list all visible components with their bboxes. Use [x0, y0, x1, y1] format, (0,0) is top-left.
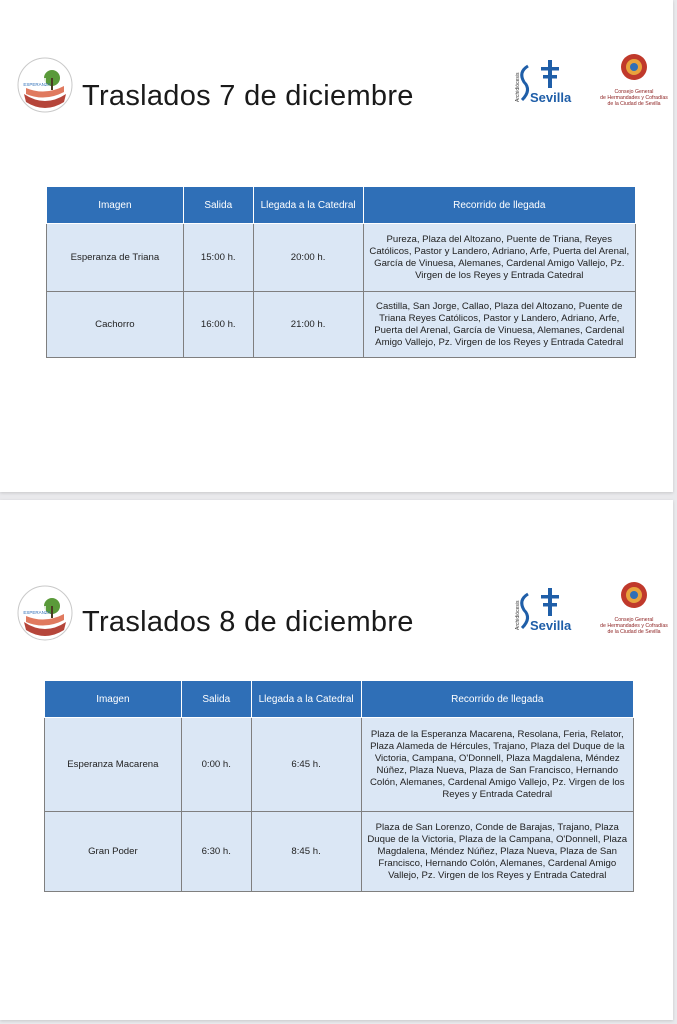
svg-text:Sevilla: Sevilla — [530, 90, 572, 105]
consejo-general-logo — [598, 580, 670, 640]
consejo-seal-icon — [619, 580, 649, 610]
cell-llegada: 6:45 h. — [251, 718, 361, 812]
consejo-general-logo — [598, 52, 670, 112]
consejo-line-1: Consejo General — [614, 617, 654, 623]
page-title: Traslados 7 de diciembre — [82, 80, 414, 112]
cell-recorrido: Plaza de San Lorenzo, Conde de Barajas, Trajano, Plaza Duque de la Victoria, Plaza de la Campana, O'Donnell, Plaza Magdalena, Méndez Núñez, Plaza Nueva, Plaza de San Francisco, Hernando Colón, Alemanes, Cardenal Amigo Vallejo, Pz. Virgen de los Reyes y Entrada Catedral — [361, 812, 633, 892]
page-title: Traslados 8 de diciembre — [82, 606, 414, 638]
table-row — [47, 224, 636, 292]
svg-text:Sevilla: Sevilla — [530, 618, 572, 633]
cell-imagen: Cachorro — [47, 292, 184, 358]
cell-imagen: Esperanza de Triana — [47, 224, 184, 292]
table-header-row — [45, 681, 634, 718]
svg-text:ESPERANZA: ESPERANZA — [23, 610, 51, 615]
slide-8-diciembre — [0, 500, 673, 1020]
slide-7-diciembre — [0, 0, 673, 492]
svg-text:Archidiócesis: Archidiócesis — [515, 600, 521, 630]
column-header-imagen: Imagen — [47, 187, 184, 224]
cell-recorrido: Pureza, Plaza del Altozano, Puente de Triana, Reyes Católicos, Pastor y Landero, Adriano, Arfe, Puerta del Arenal, García de Vinuesa, Alemanes, Cardenal Amigo Vallejo, Pz. Virgen de los Reyes y Entrada Catedral — [363, 224, 635, 292]
column-header-recorrido: Recorrido de llegada — [361, 681, 633, 718]
consejo-line-2: de Hermandades y Cofradías — [600, 623, 668, 629]
table-row — [45, 718, 634, 812]
cell-imagen: Gran Poder — [45, 812, 182, 892]
table-row — [47, 292, 636, 358]
consejo-line-3: de la Ciudad de Sevilla — [607, 629, 661, 635]
table-row — [45, 812, 634, 892]
cell-llegada: 8:45 h. — [251, 812, 361, 892]
cell-recorrido: Castilla, San Jorge, Callao, Plaza del Altozano, Puente de Triana Reyes Católicos, Pastor y Landero, Adriano, Arfe, Puerta del Arenal, García de Vinuesa, Alemanes, Cardenal Amigo Vallejo, Pz. Virgen de los Reyes y Entrada Catedral — [363, 292, 635, 358]
routes-table — [46, 186, 636, 358]
cell-imagen: Esperanza Macarena — [45, 718, 182, 812]
cell-salida: 6:30 h. — [181, 812, 251, 892]
svg-text:ESPERANZA: ESPERANZA — [23, 82, 51, 87]
consejo-line-1: Consejo General — [614, 89, 654, 95]
esperanza-logo-icon — [16, 584, 74, 642]
column-header-llegada: Llegada a la Catedral — [251, 681, 361, 718]
consejo-seal-icon — [619, 52, 649, 82]
cell-llegada: 20:00 h. — [253, 224, 363, 292]
column-header-recorrido: Recorrido de llegada — [363, 187, 635, 224]
cell-salida: 0:00 h. — [181, 718, 251, 812]
column-header-llegada: Llegada a la Catedral — [253, 187, 363, 224]
column-header-salida: Salida — [181, 681, 251, 718]
cell-llegada: 21:00 h. — [253, 292, 363, 358]
archdiocese-sevilla-logo-icon — [510, 584, 574, 636]
column-header-salida: Salida — [183, 187, 253, 224]
archdiocese-sevilla-logo-icon — [510, 56, 574, 108]
cell-recorrido: Plaza de la Esperanza Macarena, Resolana, Feria, Relator, Plaza Alameda de Hércules, Trajano, Plaza del Duque de la Victoria, Campana, O'Donnell, Plaza Magdalena, Méndez Núñez, Plaza Nueva, Plaza de San Francisco, Hernando Colón, Alemanes, Cardenal Amigo Vallejo, Pz. Virgen de los Reyes y Entrada Catedral — [361, 718, 633, 812]
routes-table — [44, 680, 634, 892]
consejo-line-3: de la Ciudad de Sevilla — [607, 101, 661, 107]
consejo-line-2: de Hermandades y Cofradías — [600, 95, 668, 101]
svg-text:Archidiócesis: Archidiócesis — [515, 72, 521, 102]
column-header-imagen: Imagen — [45, 681, 182, 718]
table-header-row — [47, 187, 636, 224]
cell-salida: 15:00 h. — [183, 224, 253, 292]
cell-salida: 16:00 h. — [183, 292, 253, 358]
esperanza-logo-icon — [16, 56, 74, 114]
